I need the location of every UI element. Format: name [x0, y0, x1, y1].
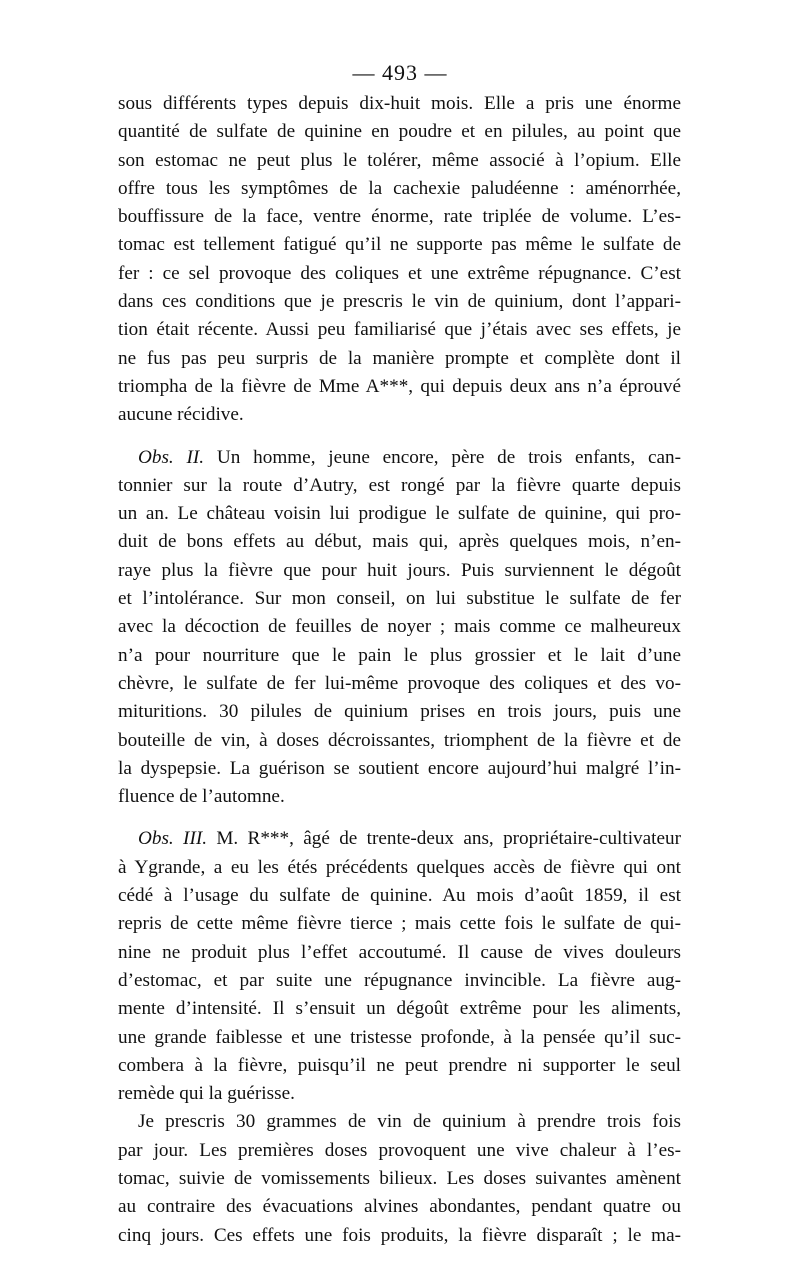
text-line: offre tous les symptômes de la cachexie paludéenne : aménorrhée, [118, 177, 681, 199]
observation-3 [118, 825, 681, 1108]
text-line: bouffissure de la face, ventre énorme, rate triplée de volume. L’es- [118, 206, 681, 228]
text-line: Obs. III. M. R***, âgé de trente-deux ans, propriétaire-cultivateur [138, 828, 681, 850]
paragraph-continued [118, 90, 681, 430]
text-line: quantité de sulfate de quinine en poudre et en pilules, au point que [118, 121, 681, 143]
text-line: par jour. Les premières doses provoquent une vive chaleur à l’es- [118, 1139, 681, 1161]
text-line: cédé à l’usage du sulfate de quinine. Au mois d’août 1859, il est [118, 885, 681, 907]
text-line: remède qui la guérisse. [118, 1083, 295, 1105]
text-line: mente d’intensité. Il s’ensuit un dégoût extrême pour les aliments, [118, 998, 681, 1020]
text-line: tomac est tellement fatigué qu’il ne supporte pas même le sulfate de [118, 234, 681, 256]
text-line: mituritions. 30 pilules de quinium prises en trois jours, puis une [118, 701, 681, 723]
page-number: — 493 — [352, 60, 448, 85]
text-line: la dyspepsie. La guérison se soutient encore aujourd’hui malgré l’in- [118, 757, 681, 779]
text-line: cinq jours. Ces effets une fois produits, la fièvre disparaît ; le ma- [118, 1224, 681, 1246]
text-line: un an. Le château voisin lui prodigue le sulfate de quinine, qui pro- [118, 503, 681, 525]
observation-label: Obs. III. [138, 828, 208, 850]
text-line: triompha de la fièvre de Mme A***, qui depuis deux ans n’a éprouvé [118, 375, 681, 397]
text-line: au contraire des évacuations alvines abondantes, pendant quatre ou [118, 1196, 681, 1218]
text-line: ne fus pas peu surpris de la manière prompte et complète dont il [118, 347, 681, 369]
observation-label: Obs. II. [138, 446, 205, 468]
text-line: raye plus la fièvre que pour huit jours. Puis surviennent le dégoût [118, 559, 681, 581]
text-line: tomac, suivie de vomissements bilieux. Les doses suivantes amènent [118, 1167, 681, 1189]
text-line: d’estomac, et par suite une répugnance invincible. La fièvre aug- [118, 969, 681, 991]
observation-2 [118, 444, 681, 812]
text-line: avec la décoction de feuilles de noyer ; mais comme ce malheureux [118, 616, 681, 638]
text-line: tion était récente. Aussi peu familiarisé que j’étais avec ses effets, je [118, 319, 681, 341]
text-line: combera à la fièvre, puisqu’il ne peut prendre ni supporter le seul [118, 1054, 681, 1076]
text-line: n’a pour nourriture que le pain le plus grossier et le lait d’une [118, 644, 681, 666]
text-line: sous différents types depuis dix-huit mois. Elle a pris une énorme [118, 93, 681, 114]
text-line: fluence de l’automne. [118, 786, 285, 808]
text-line: fer : ce sel provoque des coliques et une extrême répugnance. C’est [118, 262, 681, 284]
text-line: Obs. II. Un homme, jeune encore, père de trois enfants, can- [138, 446, 681, 468]
text-line: chèvre, le sulfate de fer lui-même provoque des coliques et des vo- [118, 672, 681, 694]
text-line: dans ces conditions que je prescris le vin de quinium, dont l’appari- [118, 291, 681, 313]
text-line: tonnier sur la route d’Autry, est rongé par la fièvre quarte depuis [118, 474, 681, 496]
text-line: duit de bons effets au début, mais qui, après quelques mois, n’en- [118, 531, 681, 553]
text-line: à Ygrande, a eu les étés précédents quelques accès de fièvre qui ont [118, 856, 681, 878]
body-text [118, 90, 681, 1250]
paragraph-prescription [118, 1108, 681, 1249]
text-line: aucune récidive. [118, 404, 244, 426]
text-line: nine ne produit plus l’effet accoutumé. Il cause de vives douleurs [118, 941, 681, 963]
text-line: une grande faiblesse et une tristesse profonde, à la pensée qu’il suc- [118, 1026, 681, 1048]
text-line: bouteille de vin, à doses décroissantes, triomphent de la fièvre et de [118, 729, 681, 751]
text-line: son estomac ne peut plus le tolérer, même associé à l’opium. Elle [118, 149, 681, 171]
text-line: repris de cette même fièvre tierce ; mais cette fois le sulfate de qui- [118, 913, 681, 935]
text-line: Je prescris 30 grammes de vin de quinium à prendre trois fois [138, 1111, 681, 1133]
text-line: et l’intolérance. Sur mon conseil, on lui substitue le sulfate de fer [118, 588, 681, 610]
